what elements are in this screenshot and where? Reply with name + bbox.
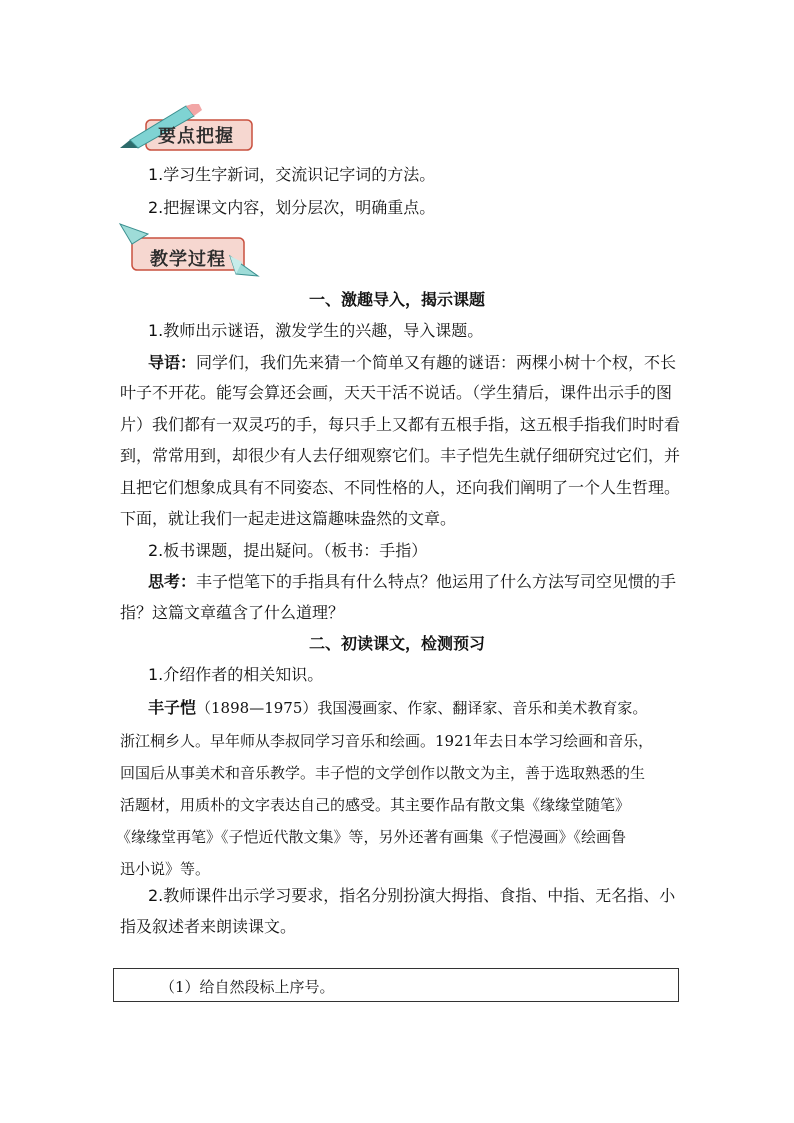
bio-line-5: 《缘缘堂再笔》《子恺近代散文集》等，另外还著有画集《子恺漫画》《绘画鲁 (116, 828, 627, 846)
think-line-2: 指？这篇文章蕴含了什么道理？ (120, 603, 345, 622)
guide-line-1: 导语：同学们，我们先来猜一个简单又有趣的谜语：两棵小树十个杈，不长 (148, 353, 677, 372)
guide-line-5: 且把它们想象成具有不同姿态、不同性格的人，还向我们阐明了一个人生哲理。 (120, 478, 681, 497)
section-1-item-1: 1.教师出示谜语，激发学生的兴趣，导入课题。 (148, 321, 484, 340)
section-2-item-1: 1.介绍作者的相关知识。 (148, 665, 324, 684)
section-2-heading: 二、初读课文，检测预习 (308, 634, 485, 653)
guide-label: 导语： (148, 353, 197, 372)
think-line-1: 思考：丰子恺笔下的手指具有什么特点？他运用了什么方法写司空见惯的手 (148, 572, 677, 591)
bio-line-6: 迅小说》等。 (120, 860, 211, 878)
requirement-text: （1）给自然段标上序号。 (160, 978, 335, 996)
author-name: 丰子恺 (148, 698, 197, 717)
objective-1: 1.学习生字新词，交流识记字词的方法。 (148, 165, 436, 184)
bio-line-4: 活题材，用质朴的文字表达自己的感受。其主要作品有散文集《缘缘堂随笔》 (120, 796, 631, 814)
bio-line-1: 丰子恺（1898—1975）我国漫画家、作家、翻译家、音乐和美术教育家。 (148, 698, 648, 717)
teaching-process-title: 教学过程 (150, 249, 226, 270)
section-2-item-2-line-1: 2.教师课件出示学习要求，指名分别扮演大拇指、食指、中指、无名指、小 (148, 886, 676, 905)
section-1-heading: 一、激趣导入，揭示课题 (308, 290, 485, 309)
teaching-process-badge (118, 222, 260, 280)
think-label: 思考： (148, 572, 197, 591)
section-1-item-2: 2.板书课题，提出疑问。（板书：手指） (148, 541, 428, 560)
bio-line-3: 回国后从事美术和音乐教学。丰子恺的文学创作以散文为主，善于选取熟悉的生 (120, 764, 646, 782)
bio-line-2: 浙江桐乡人。早年师从李叔同学习音乐和绘画。1921年去日本学习绘画和音乐， (120, 732, 654, 750)
guide-line-3: 片）我们都有一双灵巧的手，每只手上又都有五根手指，这五根手指我们时时看 (120, 415, 681, 434)
objective-2: 2.把握课文内容，划分层次，明确重点。 (148, 198, 436, 217)
key-points-badge (116, 104, 256, 154)
section-2-item-2-line-2: 指及叙述者来朗读课文。 (120, 917, 297, 936)
requirement-box (113, 968, 679, 1002)
guide-line-2: 叶子不开花。能写会算还会画，天天干活不说话。（学生猜后，课件出示手的图 (120, 383, 673, 402)
key-points-title: 要点把握 (158, 126, 234, 147)
guide-line-4: 到，常常用到，却很少有人去仔细观察它们。丰子恺先生就仔细研究过它们，并 (120, 446, 681, 465)
guide-line-6: 下面，就让我们一起走进这篇趣味盎然的文章。 (120, 509, 457, 528)
